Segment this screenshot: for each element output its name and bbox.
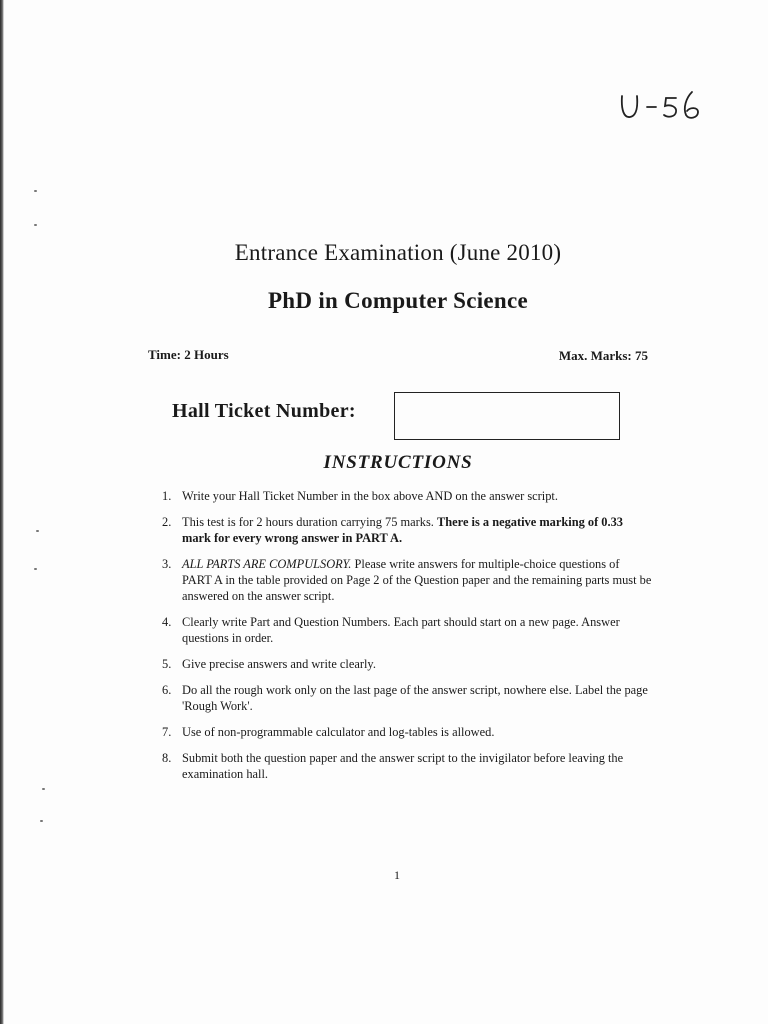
instruction-number: 8. [162, 751, 172, 765]
instruction-number: 7. [162, 725, 172, 739]
instruction-text: Give precise answers and write clearly. [182, 657, 376, 671]
instruction-text: Use of non-programmable calculator and log-tables is allowed. [182, 725, 495, 739]
instruction-item [160, 488, 652, 504]
instruction-item [160, 556, 652, 604]
instruction-text: This test is for 2 hours duration carrying 75 marks. [182, 515, 434, 529]
scan-speck [36, 530, 39, 532]
instruction-item [160, 724, 652, 740]
handwritten-code-mark [616, 88, 716, 128]
instruction-item [160, 514, 652, 546]
compulsory-note: ALL PARTS ARE COMPULSORY. [182, 557, 352, 571]
instruction-number: 1. [162, 489, 172, 503]
instruction-item [160, 682, 652, 714]
exam-title: Entrance Examination (June 2010) [234, 240, 562, 265]
program-title: PhD in Computer Science [267, 288, 529, 313]
instruction-item [160, 750, 652, 782]
scan-speck [42, 788, 45, 790]
scan-speck [34, 190, 37, 192]
max-marks: Max. Marks: 75 [558, 348, 648, 363]
instruction-text: Submit both the question paper and the answer script to the invigilator before leaving the examination hall. [182, 751, 624, 781]
exam-duration: Time: 2 Hours [148, 347, 229, 362]
scan-speck [40, 820, 43, 822]
scan-edge-shadow [0, 0, 4, 1024]
instruction-number: 4. [162, 615, 172, 629]
instruction-text: Please write answers for multiple-choice questions of PART A in the table provided on Page 2 of the Question paper and the remaining parts must be answered on the answer script. [182, 557, 652, 603]
instructions-heading: INSTRUCTIONS [323, 452, 473, 473]
hall-ticket-label: Hall Ticket Number: [172, 400, 356, 422]
instruction-text: Do all the rough work only on the last page of the answer script, nowhere else. Label the page 'Rough Work'. [182, 683, 648, 713]
instruction-number: 6. [162, 683, 172, 697]
negative-marking-note: There is a negative marking of 0.33 mark for every wrong answer in PART A. [182, 515, 623, 545]
instruction-text: Clearly write Part and Question Numbers. Each part should start on a new page. Answer questions in order. [182, 615, 620, 645]
scan-speck [34, 224, 37, 226]
instruction-number: 5. [162, 657, 172, 671]
instruction-text: Write your Hall Ticket Number in the box above AND on the answer script. [182, 489, 558, 503]
hall-ticket-input-box[interactable] [394, 392, 620, 440]
instruction-item [160, 656, 652, 672]
page-number: 1 [394, 868, 400, 882]
scan-speck [34, 568, 37, 570]
instruction-item [160, 614, 652, 646]
instructions-list [160, 488, 652, 792]
instruction-number: 2. [162, 515, 172, 529]
instruction-number: 3. [162, 557, 172, 571]
